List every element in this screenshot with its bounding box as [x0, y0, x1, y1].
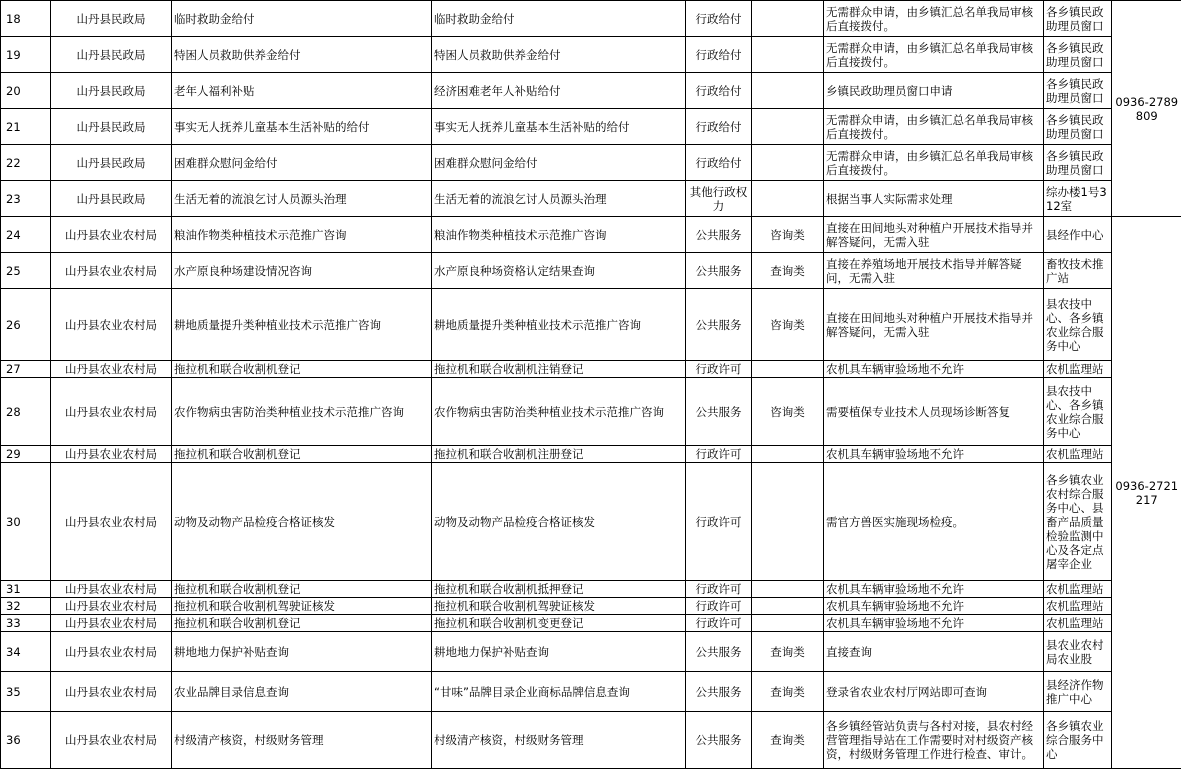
- sub-item-cell: 水产原良种场资格认定结果查询: [432, 253, 686, 289]
- sub-item-cell: 生活无着的流浪乞讨人员源头治理: [432, 181, 686, 217]
- category-cell: [752, 463, 824, 581]
- handling-method-cell: 农机具车辆审验场地不允许: [824, 615, 1044, 632]
- item-type-cell: 行政许可: [686, 581, 752, 598]
- item-type-cell: 行政给付: [686, 1, 752, 37]
- item-name-cell: 拖拉机和联合收割机登记: [172, 446, 432, 463]
- office-cell: 各乡镇民政助理员窗口: [1044, 1, 1112, 37]
- item-type-cell: 公共服务: [686, 672, 752, 712]
- office-cell: 农机监理站: [1044, 581, 1112, 598]
- row-number: 20: [1, 73, 51, 109]
- item-name-cell: 困难群众慰问金给付: [172, 145, 432, 181]
- item-type-cell: 行政许可: [686, 463, 752, 581]
- row-number: 24: [1, 217, 51, 253]
- row-number: 32: [1, 598, 51, 615]
- table-row: [1, 361, 1181, 378]
- table-row: [1, 615, 1181, 632]
- sub-item-cell: 拖拉机和联合收割机注册登记: [432, 446, 686, 463]
- sub-item-cell: 耕地质量提升类种植业技术示范推广咨询: [432, 289, 686, 361]
- category-cell: 咨询类: [752, 217, 824, 253]
- table-row: [1, 378, 1181, 446]
- item-name-cell: 耕地地力保护补贴查询: [172, 632, 432, 672]
- handling-method-cell: 需官方兽医实施现场检疫。: [824, 463, 1044, 581]
- item-name-cell: 临时救助金给付: [172, 1, 432, 37]
- department-cell: 山丹县农业农村局: [51, 463, 172, 581]
- department-cell: 山丹县农业农村局: [51, 217, 172, 253]
- item-type-cell: 公共服务: [686, 712, 752, 769]
- department-cell: 山丹县民政局: [51, 109, 172, 145]
- table-row: [1, 581, 1181, 598]
- table-row: [1, 145, 1181, 181]
- handling-method-cell: 直接在田间地头对种植户开展技术指导并解答疑问，无需入驻: [824, 289, 1044, 361]
- item-type-cell: 行政许可: [686, 361, 752, 378]
- category-cell: [752, 446, 824, 463]
- office-cell: 各乡镇民政助理员窗口: [1044, 109, 1112, 145]
- sub-item-cell: 拖拉机和联合收割机抵押登记: [432, 581, 686, 598]
- item-type-cell: 行政许可: [686, 446, 752, 463]
- office-cell: 县农技中心、各乡镇农业综合服务中心: [1044, 289, 1112, 361]
- item-type-cell: 行政给付: [686, 145, 752, 181]
- item-name-cell: 水产原良种场建设情况咨询: [172, 253, 432, 289]
- row-number: 33: [1, 615, 51, 632]
- row-number: 29: [1, 446, 51, 463]
- category-cell: [752, 581, 824, 598]
- department-cell: 山丹县农业农村局: [51, 615, 172, 632]
- office-cell: 农机监理站: [1044, 598, 1112, 615]
- office-cell: 畜牧技术推广站: [1044, 253, 1112, 289]
- category-cell: [752, 1, 824, 37]
- item-type-cell: 行政许可: [686, 598, 752, 615]
- category-cell: [752, 361, 824, 378]
- department-cell: 山丹县农业农村局: [51, 378, 172, 446]
- table-row: [1, 109, 1181, 145]
- item-name-cell: 粮油作物类种植技术示范推广咨询: [172, 217, 432, 253]
- handling-method-cell: 登录省农业农村厅网站即可查询: [824, 672, 1044, 712]
- row-number: 36: [1, 712, 51, 769]
- sub-item-cell: 农作物病虫害防治类种植业技术示范推广咨询: [432, 378, 686, 446]
- item-name-cell: 动物及动物产品检疫合格证核发: [172, 463, 432, 581]
- office-cell: 各乡镇民政助理员窗口: [1044, 73, 1112, 109]
- department-cell: 山丹县民政局: [51, 1, 172, 37]
- item-name-cell: 事实无人抚养儿童基本生活补贴的给付: [172, 109, 432, 145]
- sub-item-cell: 粮油作物类种植技术示范推广咨询: [432, 217, 686, 253]
- sub-item-cell: 经济困难老年人补贴给付: [432, 73, 686, 109]
- category-cell: [752, 181, 824, 217]
- handling-method-cell: 需要植保专业技术人员现场诊断答复: [824, 378, 1044, 446]
- department-cell: 山丹县农业农村局: [51, 712, 172, 769]
- office-cell: 县经作中心: [1044, 217, 1112, 253]
- category-cell: 咨询类: [752, 289, 824, 361]
- item-type-cell: 行政给付: [686, 73, 752, 109]
- item-type-cell: 公共服务: [686, 378, 752, 446]
- department-cell: 山丹县农业农村局: [51, 289, 172, 361]
- row-number: 35: [1, 672, 51, 712]
- table-row: [1, 217, 1181, 253]
- item-type-cell: 公共服务: [686, 217, 752, 253]
- department-cell: 山丹县农业农村局: [51, 632, 172, 672]
- table-row: [1, 289, 1181, 361]
- handling-method-cell: 无需群众申请，由乡镇汇总名单我局审核后直接拨付。: [824, 37, 1044, 73]
- item-name-cell: 拖拉机和联合收割机登记: [172, 615, 432, 632]
- row-number: 22: [1, 145, 51, 181]
- category-cell: [752, 37, 824, 73]
- table-row: [1, 463, 1181, 581]
- item-type-cell: 公共服务: [686, 253, 752, 289]
- category-cell: [752, 109, 824, 145]
- handling-method-cell: 农机具车辆审验场地不允许: [824, 446, 1044, 463]
- table-row: [1, 1, 1181, 37]
- row-number: 21: [1, 109, 51, 145]
- item-name-cell: 耕地质量提升类种植业技术示范推广咨询: [172, 289, 432, 361]
- category-cell: 查询类: [752, 712, 824, 769]
- handling-method-cell: 农机具车辆审验场地不允许: [824, 581, 1044, 598]
- handling-method-cell: 各乡镇经管站负责与各村对接，县农村经营管理指导站在工作需要时对村级资产核资，村级财务管理工作进行检查、审计。: [824, 712, 1044, 769]
- sub-item-cell: 临时救助金给付: [432, 1, 686, 37]
- table-row: [1, 181, 1181, 217]
- department-cell: 山丹县民政局: [51, 145, 172, 181]
- contact-phone-cell: 0936-2721217: [1112, 217, 1181, 769]
- handling-method-cell: 乡镇民政助理员窗口申请: [824, 73, 1044, 109]
- office-cell: 各乡镇民政助理员窗口: [1044, 145, 1112, 181]
- table-row: [1, 712, 1181, 769]
- department-cell: 山丹县民政局: [51, 37, 172, 73]
- table-row: [1, 37, 1181, 73]
- office-cell: 农机监理站: [1044, 361, 1112, 378]
- sub-item-cell: 拖拉机和联合收割机注销登记: [432, 361, 686, 378]
- table-row: [1, 632, 1181, 672]
- table-row: [1, 672, 1181, 712]
- category-cell: 查询类: [752, 672, 824, 712]
- department-cell: 山丹县民政局: [51, 73, 172, 109]
- handling-method-cell: 直接在养殖场地开展技术指导并解答疑问，无需入驻: [824, 253, 1044, 289]
- handling-method-cell: 农机具车辆审验场地不允许: [824, 598, 1044, 615]
- item-name-cell: 生活无着的流浪乞讨人员源头治理: [172, 181, 432, 217]
- category-cell: [752, 73, 824, 109]
- category-cell: [752, 145, 824, 181]
- item-name-cell: 村级清产核资，村级财务管理: [172, 712, 432, 769]
- sub-item-cell: “甘味”品牌目录企业商标品牌信息查询: [432, 672, 686, 712]
- item-type-cell: 行政给付: [686, 109, 752, 145]
- item-type-cell: 行政给付: [686, 37, 752, 73]
- handling-method-cell: 根据当事人实际需求处理: [824, 181, 1044, 217]
- table-row: [1, 446, 1181, 463]
- category-cell: [752, 615, 824, 632]
- category-cell: 查询类: [752, 253, 824, 289]
- sub-item-cell: 拖拉机和联合收割机变更登记: [432, 615, 686, 632]
- row-number: 25: [1, 253, 51, 289]
- row-number: 31: [1, 581, 51, 598]
- row-number: 34: [1, 632, 51, 672]
- handling-method-cell: 无需群众申请，由乡镇汇总名单我局审核后直接拨付。: [824, 145, 1044, 181]
- handling-method-cell: 农机具车辆审验场地不允许: [824, 361, 1044, 378]
- office-cell: 县农技中心、各乡镇农业综合服务中心: [1044, 378, 1112, 446]
- office-cell: 县农业农村局农业股: [1044, 632, 1112, 672]
- sub-item-cell: 事实无人抚养儿童基本生活补贴的给付: [432, 109, 686, 145]
- sub-item-cell: 拖拉机和联合收割机驾驶证核发: [432, 598, 686, 615]
- handling-method-cell: 无需群众申请，由乡镇汇总名单我局审核后直接拨付。: [824, 109, 1044, 145]
- contact-phone-cell: 0936-2789809: [1112, 1, 1181, 217]
- item-name-cell: 特困人员救助供养金给付: [172, 37, 432, 73]
- office-cell: 综办楼1号312室: [1044, 181, 1112, 217]
- item-type-cell: 其他行政权力: [686, 181, 752, 217]
- office-cell: 各乡镇农业综合服务中心: [1044, 712, 1112, 769]
- item-name-cell: 拖拉机和联合收割机登记: [172, 361, 432, 378]
- sub-item-cell: 动物及动物产品检疫合格证核发: [432, 463, 686, 581]
- item-name-cell: 农作物病虫害防治类种植业技术示范推广咨询: [172, 378, 432, 446]
- sub-item-cell: 村级清产核资，村级财务管理: [432, 712, 686, 769]
- office-cell: 农机监理站: [1044, 446, 1112, 463]
- office-cell: 县经济作物推广中心: [1044, 672, 1112, 712]
- table-row: [1, 598, 1181, 615]
- table-row: [1, 73, 1181, 109]
- department-cell: 山丹县民政局: [51, 181, 172, 217]
- item-type-cell: 行政许可: [686, 615, 752, 632]
- department-cell: 山丹县农业农村局: [51, 581, 172, 598]
- item-name-cell: 拖拉机和联合收割机登记: [172, 581, 432, 598]
- item-name-cell: 老年人福利补贴: [172, 73, 432, 109]
- office-cell: 各乡镇农业农村综合服务中心、县畜产品质量检验监测中心及各定点屠宰企业: [1044, 463, 1112, 581]
- sub-item-cell: 困难群众慰问金给付: [432, 145, 686, 181]
- row-number: 28: [1, 378, 51, 446]
- row-number: 26: [1, 289, 51, 361]
- row-number: 19: [1, 37, 51, 73]
- item-name-cell: 农业品牌目录信息查询: [172, 672, 432, 712]
- office-cell: 农机监理站: [1044, 615, 1112, 632]
- handling-method-cell: 无需群众申请，由乡镇汇总名单我局审核后直接拨付。: [824, 1, 1044, 37]
- row-number: 30: [1, 463, 51, 581]
- category-cell: 查询类: [752, 632, 824, 672]
- handling-method-cell: 直接在田间地头对种植户开展技术指导并解答疑问，无需入驻: [824, 217, 1044, 253]
- table-row: [1, 253, 1181, 289]
- handling-method-cell: 直接查询: [824, 632, 1044, 672]
- category-cell: [752, 598, 824, 615]
- item-type-cell: 公共服务: [686, 289, 752, 361]
- sub-item-cell: 耕地地力保护补贴查询: [432, 632, 686, 672]
- category-cell: 咨询类: [752, 378, 824, 446]
- row-number: 27: [1, 361, 51, 378]
- item-type-cell: 公共服务: [686, 632, 752, 672]
- department-cell: 山丹县农业农村局: [51, 446, 172, 463]
- department-cell: 山丹县农业农村局: [51, 253, 172, 289]
- row-number: 23: [1, 181, 51, 217]
- item-name-cell: 拖拉机和联合收割机驾驶证核发: [172, 598, 432, 615]
- department-cell: 山丹县农业农村局: [51, 672, 172, 712]
- row-number: 18: [1, 1, 51, 37]
- department-cell: 山丹县农业农村局: [51, 598, 172, 615]
- sub-item-cell: 特困人员救助供养金给付: [432, 37, 686, 73]
- office-cell: 各乡镇民政助理员窗口: [1044, 37, 1112, 73]
- department-cell: 山丹县农业农村局: [51, 361, 172, 378]
